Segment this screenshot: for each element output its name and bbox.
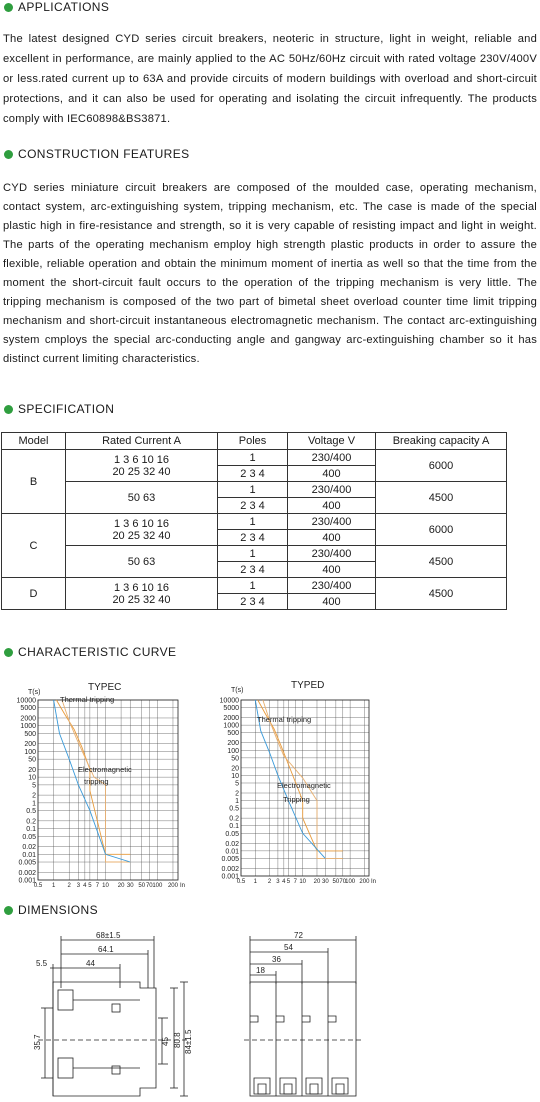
x-axis-label: In <box>180 883 186 889</box>
y-tick-label: 200 <box>24 741 36 749</box>
y-tick-label: 0.005 <box>18 859 36 867</box>
y-tick-label: 10 <box>231 772 239 780</box>
y-tick-label: 1 <box>32 800 36 808</box>
y-tick-label: 0.002 <box>18 869 36 877</box>
x-tick-label: 100 <box>345 879 356 885</box>
y-tick-label: 0.02 <box>22 844 36 852</box>
capacity-cell: 4500 <box>376 482 507 514</box>
y-tick-label: 0.1 <box>26 826 36 834</box>
poles-cell: 1 <box>218 450 288 466</box>
y-tick-label: 5 <box>32 782 36 790</box>
chart-annotation: Thermal tripping <box>257 715 312 724</box>
table-row <box>2 578 507 594</box>
dim-54: 54 <box>284 943 293 952</box>
header-rated-current: Rated Current A <box>66 433 218 450</box>
table-row <box>2 546 507 562</box>
y-tick-label: 10 <box>28 774 36 782</box>
x-tick-label: 4 <box>83 883 87 889</box>
y-tick-label: 0.5 <box>26 808 36 816</box>
voltage-cell: 400 <box>288 530 376 546</box>
section-construction <box>4 147 190 161</box>
y-tick-label: 0.001 <box>18 877 36 885</box>
x-tick-label: 20 <box>313 879 321 885</box>
current-cell: 1 3 6 10 16 20 25 32 40 <box>66 578 218 610</box>
poles-cell: 1 <box>218 514 288 530</box>
construction-text: CYD series miniature circuit breakers are composed of the moulded case, operating mechanism, contact system, arc-extinguishing system, tripping mechanism, etc. The case is made of the special plastic high in fire-resistance and strength, so it is very capable of resisting impact and light in weight. The parts of the operating mechanism employ high strength plastic products in order to assure the flexible, reliable operation and obtain the minimum moment of inertia as well so that the time from the moment the short-circuit fault occurs to the operation of the tripping mechanism is very little. The tripping mechanism is composed of the two part of bimetal sheet overload counter time limit tripping mechanism and short-circuit instantaneous electromagnetic mechanism. The contact arc-extinguishing system cmploys the special arc-conducting angle and gangway arc-extinguishing chamber so it has distinct current limiting characteristics. <box>3 182 537 365</box>
dim-357: 35.7 <box>33 1034 42 1050</box>
y-tick-label: 100 <box>227 747 239 755</box>
voltage-cell: 230/400 <box>288 546 376 562</box>
bullet-icon <box>4 3 13 12</box>
x-tick-label: 30 <box>321 879 329 885</box>
dim-808: 80.8 <box>173 1032 182 1048</box>
y-tick-label: 2 <box>32 792 36 800</box>
dim-72: 72 <box>294 931 303 940</box>
y-tick-label: 100 <box>24 748 36 756</box>
header-breaking-capacity: Breaking capacity A <box>376 433 507 450</box>
table-row <box>2 482 507 498</box>
current-cell: 50 63 <box>66 482 218 514</box>
x-tick-label: 2 <box>67 883 71 889</box>
y-tick-label: 5000 <box>223 705 239 713</box>
x-tick-label: 100 <box>152 883 163 889</box>
y-tick-label: 2 <box>235 790 239 798</box>
y-tick-label: 2000 <box>20 715 36 723</box>
poles-cell: 2 3 4 <box>218 562 288 578</box>
voltage-cell: 400 <box>288 594 376 610</box>
y-tick-label: 10000 <box>219 697 239 705</box>
dim-44: 44 <box>86 959 95 968</box>
chart-annotation: Electromagnetic <box>78 765 132 774</box>
dim-68: 68±1.5 <box>96 931 121 940</box>
poles-cell: 2 3 4 <box>218 530 288 546</box>
y-tick-label: 2000 <box>223 715 239 723</box>
y-tick-label: 0.002 <box>221 865 239 873</box>
x-tick-label: 10 <box>102 883 109 889</box>
y-tick-label: 1 <box>235 798 239 806</box>
y-tick-label: 0.2 <box>26 818 36 826</box>
table-header-row <box>2 433 507 450</box>
y-tick-label: 10000 <box>16 697 36 705</box>
chart-annotation: Thermal tripping <box>60 695 115 704</box>
header-voltage: Voltage V <box>288 433 376 450</box>
header-poles: Poles <box>218 433 288 450</box>
bullet-icon <box>4 648 13 657</box>
capacity-cell: 4500 <box>376 578 507 610</box>
section-curve <box>4 645 176 659</box>
bullet-icon <box>4 150 13 159</box>
chart-type-d <box>205 678 385 890</box>
y-tick-label: 200 <box>227 740 239 748</box>
model-cell: C <box>2 514 66 578</box>
x-tick-label: 70 <box>145 883 153 889</box>
x-tick-label: 4 <box>282 879 286 885</box>
dim-64: 64.1 <box>98 945 114 954</box>
model-cell: B <box>2 450 66 514</box>
section-title: DIMENSIONS <box>18 903 99 917</box>
chart-annotation: Tripping <box>283 795 310 804</box>
y-tick-label: 0.01 <box>22 851 36 859</box>
y-tick-label: 0.05 <box>22 833 36 841</box>
table-row <box>2 514 507 530</box>
section-specification <box>4 402 114 416</box>
y-tick-label: 1000 <box>223 722 239 730</box>
capacity-cell: 6000 <box>376 450 507 482</box>
section-title: CONSTRUCTION FEATURES <box>18 147 190 161</box>
poles-cell: 2 3 4 <box>218 594 288 610</box>
table-row <box>2 450 507 466</box>
y-tick-label: 0.02 <box>225 840 239 848</box>
y-tick-label: 0.005 <box>221 855 239 863</box>
voltage-cell: 230/400 <box>288 578 376 594</box>
voltage-cell: 400 <box>288 562 376 578</box>
header-model: Model <box>2 433 66 450</box>
poles-cell: 2 3 4 <box>218 466 288 482</box>
voltage-cell: 230/400 <box>288 514 376 530</box>
current-cell: 50 63 <box>66 546 218 578</box>
y-tick-label: 0.5 <box>229 805 239 813</box>
dim-36: 36 <box>272 955 281 964</box>
x-tick-label: 200 <box>359 879 370 885</box>
y-tick-label: 0.001 <box>221 873 239 881</box>
capacity-cell: 4500 <box>376 546 507 578</box>
poles-cell: 2 3 4 <box>218 498 288 514</box>
plot-frame <box>38 700 178 880</box>
bullet-icon <box>4 906 13 915</box>
chart-title: TYPED <box>291 680 325 691</box>
x-tick-label: 3 <box>76 883 81 889</box>
current-cell: 1 3 6 10 16 20 25 32 40 <box>66 450 218 482</box>
voltage-cell: 400 <box>288 498 376 514</box>
chart-title: TYPEC <box>88 682 122 693</box>
x-tick-label: 50 <box>332 879 340 885</box>
dimension-drawing-front <box>244 928 364 1102</box>
section-dimensions <box>4 903 98 917</box>
section-title: SPECIFICATION <box>18 402 115 416</box>
y-tick-label: 20 <box>28 766 36 774</box>
y-tick-label: 500 <box>24 730 36 738</box>
poles-cell: 1 <box>218 546 288 562</box>
x-tick-label: 5 <box>286 879 291 885</box>
y-tick-label: 50 <box>231 755 239 763</box>
y-tick-label: 5000 <box>20 705 36 713</box>
voltage-cell: 230/400 <box>288 450 376 466</box>
poles-cell: 1 <box>218 482 288 498</box>
y-tick-label: 0.2 <box>229 815 239 823</box>
model-cell: D <box>2 578 66 610</box>
y-axis-label: T(s) <box>231 687 244 694</box>
x-tick-label: 200 <box>167 883 178 889</box>
x-tick-label: 20 <box>117 883 125 889</box>
dim-84: 84±1.5 <box>184 1029 193 1054</box>
x-axis-label: In <box>371 879 377 885</box>
section-applications <box>4 0 109 14</box>
x-tick-label: 0.5 <box>33 883 43 889</box>
y-tick-label: 5 <box>235 780 239 788</box>
y-tick-label: 0.01 <box>225 848 239 856</box>
y-axis-label: T(s) <box>28 689 41 696</box>
x-tick-label: 10 <box>299 879 307 885</box>
dim-55: 5.5 <box>36 959 48 968</box>
x-tick-label: 2 <box>267 879 272 885</box>
x-tick-label: 5 <box>88 883 92 889</box>
x-tick-label: 3 <box>276 879 280 885</box>
x-tick-label: 7 <box>95 883 100 889</box>
x-tick-label: 7 <box>293 879 298 885</box>
x-tick-label: 0.5 <box>236 879 246 885</box>
spec-table <box>1 432 507 610</box>
chart-annotation: Electromagnetic <box>277 781 331 790</box>
dim-45: 45 <box>161 1037 170 1046</box>
y-tick-label: 0.05 <box>225 830 239 838</box>
x-tick-label: 1 <box>51 883 56 889</box>
voltage-cell: 230/400 <box>288 482 376 498</box>
voltage-cell: 400 <box>288 466 376 482</box>
chart-annotation: tripping <box>84 777 109 786</box>
poles-cell: 1 <box>218 578 288 594</box>
y-tick-label: 0.1 <box>229 823 239 831</box>
dimension-drawing-side <box>28 928 198 1102</box>
y-tick-label: 1000 <box>20 723 36 731</box>
x-tick-label: 1 <box>253 879 257 885</box>
x-tick-label: 70 <box>339 879 347 885</box>
x-tick-label: 30 <box>126 883 134 889</box>
y-tick-label: 50 <box>28 756 36 764</box>
current-cell: 1 3 6 10 16 20 25 32 40 <box>66 514 218 546</box>
dim-18: 18 <box>256 966 265 975</box>
y-tick-label: 20 <box>231 765 239 773</box>
applications-text: The latest designed CYD series circuit breakers, neoteric in structure, light in weight, reliable and excellent in performance, are mainly applied to the AC 50Hz/60Hz circuit with rated voltage 230V/400V or less.rated current up to 63A and provide circuits of modern buildings with overload and short-circuit protections, and it can also be used for operating and isolating the circuit infrequently. The products comply with IEC60898&BS3871. <box>3 33 537 125</box>
x-tick-label: 50 <box>138 883 146 889</box>
section-title: CHARACTERISTIC CURVE <box>18 645 177 659</box>
chart-type-c <box>0 680 200 892</box>
section-title: APPLICATIONS <box>18 0 110 14</box>
y-tick-label: 500 <box>227 730 239 738</box>
capacity-cell: 6000 <box>376 514 507 546</box>
bullet-icon <box>4 405 13 414</box>
